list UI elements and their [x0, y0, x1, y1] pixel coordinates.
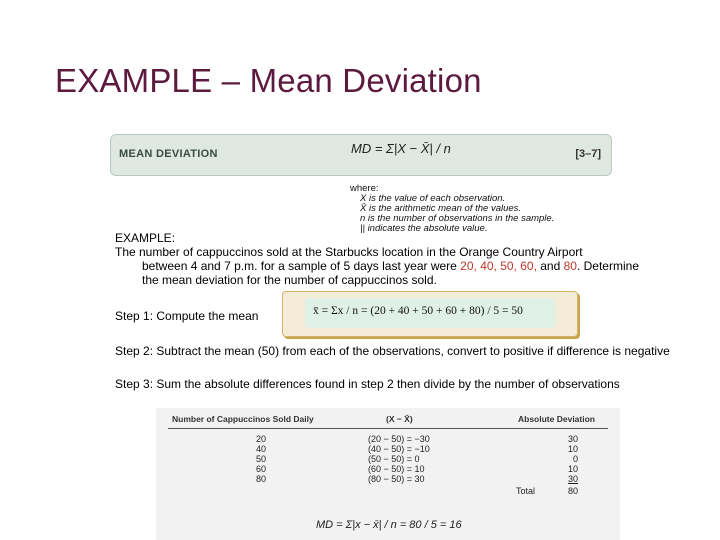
table-cell: 10 [567, 444, 578, 454]
deviation-table [156, 408, 620, 540]
step-3: Step 3: Sum the absolute differences found in step 2 then divide by the number of observations [115, 377, 620, 391]
table-cell: 30 [567, 434, 578, 444]
result-formula: MD = Σ|x − x̄| / n = 80 / 5 = 16 [316, 519, 462, 531]
example-line-2-end: . Determine [576, 259, 639, 273]
mean-deviation-definition-box [110, 134, 612, 176]
table-cell: (40 − 50) = −10 [368, 444, 430, 454]
where-line: X̄ is the arithmetic mean of the values. [360, 203, 522, 214]
mean-formula-panel [305, 298, 555, 328]
table-column-sold [226, 434, 266, 484]
table-cell: 40 [255, 444, 266, 454]
table-cell: (50 − 50) = 0 [368, 454, 420, 464]
highlighted-last-value: 80 [563, 259, 577, 273]
example-heading: EXAMPLE: [115, 231, 176, 245]
definition-formula: MD = Σ|X − X̄| / n [351, 141, 451, 156]
where-line: || indicates the absolute value. [360, 223, 488, 234]
table-divider [168, 428, 608, 429]
where-line: n is the number of observations in the sample. [360, 213, 555, 224]
total-label: Total [516, 486, 536, 496]
where-heading: where: [350, 183, 379, 194]
table-cell: 60 [255, 464, 266, 474]
mean-formula: x̄ = Σx / n = (20 + 40 + 50 + 60 + 80) / 5 = 50 [313, 305, 523, 317]
definition-label: MEAN DEVIATION [119, 148, 218, 160]
total-value: 80 [567, 486, 578, 496]
table-cell: 20 [255, 434, 266, 444]
example-text [115, 231, 685, 287]
example-line-2 [115, 259, 685, 273]
where-line: X is the value of each observation. [360, 193, 506, 204]
table-cell: 30 [567, 474, 578, 484]
table-cell: 0 [572, 454, 578, 464]
table-column-absolute [548, 434, 578, 484]
step-2: Step 2: Subtract the mean (50) from each of the observations, convert to positive if difference is negative [115, 344, 670, 358]
column-header-sold: Number of Cappuccinos Sold Daily [172, 414, 314, 424]
table-column-difference [368, 434, 478, 484]
example-line-2-text: between 4 and 7 p.m. for a sample of 5 days last year were [142, 259, 461, 273]
highlighted-values: 20, 40, 50, 60, [460, 259, 537, 273]
column-header-absolute: Absolute Deviation [518, 414, 595, 424]
example-and: and [536, 259, 564, 273]
table-cell: (80 − 50) = 30 [368, 474, 425, 484]
equation-number: [3–7] [575, 148, 601, 160]
table-cell: 80 [255, 474, 266, 484]
table-cell: 10 [567, 464, 578, 474]
slide-title: EXAMPLE – Mean Deviation [55, 62, 482, 99]
table-cell: (20 − 50) = −30 [368, 434, 430, 444]
step-1: Step 1: Compute the mean [115, 309, 259, 323]
example-line-3: the mean deviation for the number of cappuccinos sold. [142, 273, 437, 287]
where-legend [350, 184, 554, 234]
column-header-difference: (X − X̄) [386, 414, 413, 424]
table-cell: 50 [255, 454, 266, 464]
example-line-1: The number of cappuccinos sold at the Starbucks location in the Orange Country Airport [115, 245, 583, 259]
table-cell: (60 − 50) = 10 [368, 464, 425, 474]
mean-formula-box [282, 291, 578, 337]
